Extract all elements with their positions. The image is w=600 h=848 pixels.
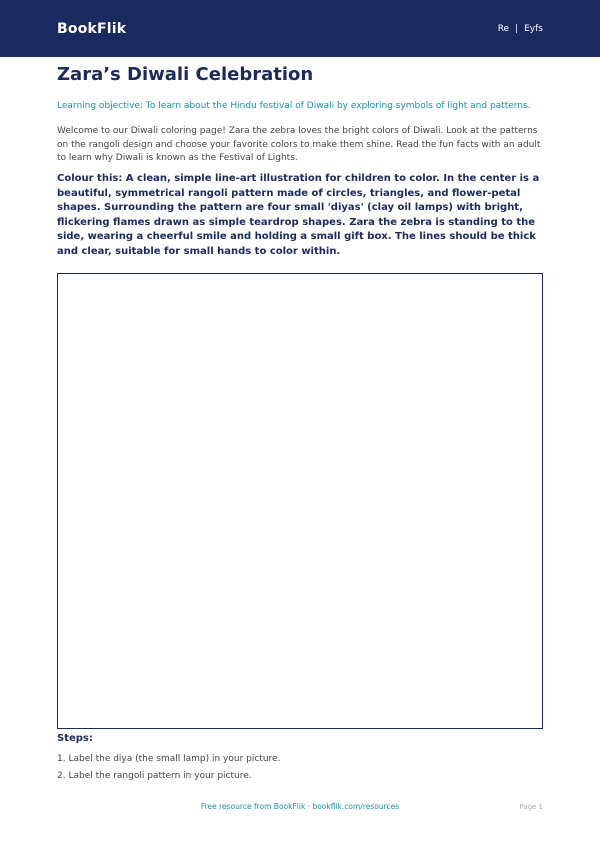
colour-prompt: Colour this: A clean, simple line-art illustration for children to color. In the center is a beautiful, symmetrical rangoli pattern made of circles, triangles, and flower-petal shapes. Surrounding the pattern are four small 'diyas' (clay oil lamps) with bright, flickering flames drawn as simple teardrop shapes. Zara the zebra is standing to the side, wearing a cheerful smile and holding a small gift box. The lines should be thick and clear, suitable for small hands to color within.	[57, 173, 540, 257]
top-banner	[0, 0, 600, 57]
page-number: Page 1	[519, 803, 543, 811]
step-item: 2. Label the rangoli pattern in your picture.	[57, 771, 252, 781]
steps-heading: Steps:	[57, 733, 93, 744]
footer-credit[interactable]: Free resource from BookFlik · bookflik.com/resources	[200, 802, 400, 811]
colouring-frame	[57, 273, 543, 729]
tag-separator: |	[515, 23, 519, 34]
step-item: 1. Label the diya (the small lamp) in your picture.	[57, 754, 281, 764]
intro-paragraph: Welcome to our Diwali coloring page! Zara the zebra loves the bright colors of Diwali. Look at the patterns on the rangoli design and choose your favorite colors to make them shine. Read the fun facts with an adult to learn why Diwali is known as the Festival of Lights.	[57, 126, 541, 163]
subject-tag-re: Re	[497, 23, 510, 34]
page-title: Zara’s Diwali Celebration	[57, 64, 314, 85]
subject-tags	[498, 24, 543, 34]
subject-tag-eyfs: Eyfs	[524, 23, 543, 34]
steps-list	[57, 751, 543, 785]
learning-objective: Learning objective: To learn about the Hindu festival of Diwali by exploring symbols of light and patterns.	[57, 101, 531, 111]
brand-logo-text[interactable]: BookFlik	[57, 20, 127, 37]
